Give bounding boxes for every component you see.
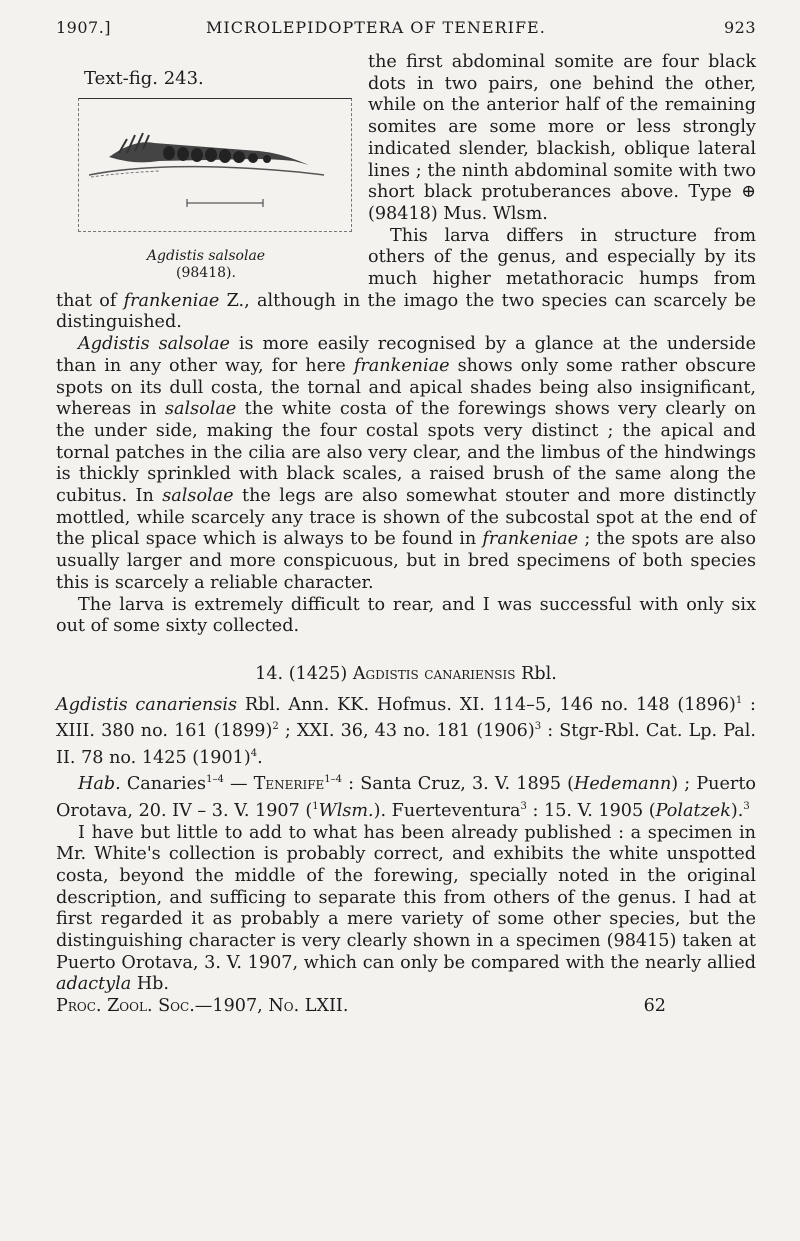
paragraph-larva-comparison: This larva differs in structure from others of the genus, and especially by its much higher metathoracic humps from that of frankeniae Z., although in the imago the two species can scarcely be distinguished. xyxy=(56,225,757,333)
footer-signature: 62 xyxy=(643,996,666,1017)
moth-illustration xyxy=(79,99,351,231)
figure-number: (98418). xyxy=(176,264,236,281)
header-title: MICROLEPIDOPTERA OF TENERIFE. xyxy=(206,18,546,37)
header-page-number: 923 xyxy=(723,18,756,37)
page-footer xyxy=(56,996,756,1018)
paragraph-rearing-note: The larva is extremely difficult to rear, and I was successful with only six out of some sixty collected. xyxy=(56,594,756,637)
text-figure xyxy=(56,52,356,282)
figure-frame xyxy=(78,98,352,232)
paragraph-underside-comparison: Agdistis salsolae is more easily recognised by a glance at the underside than in any other way, for here frankeniae shows only some rather obscure spots on its dull costa, the tornal and apical shades being also insignificant, whereas in salsolae the white costa of the forewings shows very clearly on the under side, making the four costal spots very distinct ; the apical and tornal patches in the cilia are also very clear, and the limbus of the hindwings is thickly sprinkled with black scales, a raised brush of the same along the cubitus. In salsolae the legs are also somewhat stouter and more distinctly mottled, while scarcely any trace is shown of the subcostal spot at the end of the plical space which is always to be found in frankeniae ; the spots are also usually larger and more conspicuous, but in bred specimens of both species this is scarcely a reliable character. xyxy=(56,334,756,593)
footer-journal: Proc. Zool. Soc.—1907, No. LXII. xyxy=(56,996,349,1017)
figure-title: Text-fig. 243. xyxy=(84,68,204,89)
paragraph-larva-description: the first abdominal somite are four black dots in two pairs, one behind the other, while on the anterior half of the remaining somites are some more or less strongly indicated slender, blackish, oblique lateral lines ; the ninth abdominal somite with two short black protuberances above. Type ⊕ (98418) Mus. Wlsm. xyxy=(368,52,756,224)
figure-caption: Agdistis salsolae (98418). xyxy=(56,248,356,282)
page-body xyxy=(56,52,756,1018)
paragraph-remarks: I have but little to add to what has been already published : a specimen in Mr. White's collection is probably correct, and exhibits the white unspotted costa, beyond the middle of the forewing, specially noted in the original description, and sufficing to separate this from others of the genus. I had at first regarded it as probably a mere variety of some other species, but the distinguishing character is very clearly shown in a specimen (98415) taken at Puerto Orotava, 3. V. 1907, which can only be compared with the nearly allied adactyla Hb. xyxy=(56,822,756,995)
species-heading: 14. (1425) Agdistis canariensis Rbl. xyxy=(255,663,557,684)
header-year: 1907.] xyxy=(56,18,112,37)
synonymy-references: Agdistis canariensis Rbl. Ann. KK. Hofmus. XI. 114–5, 146 no. 148 $(1896)^1$ : XIII. 380 no. 161 $(1899)^2$ ; XXI. 36, 43 no. 181 $(1906)^3$ : Stgr-Rbl. Cat. Lp. Pal. II. 78 no. 1425 $(1901)^4$. xyxy=(56,694,756,768)
habitat-records: Hab. Canaries$^{1-4}$ — Tenerife$^{1-4}$ : Santa Cruz, 3. V. 1895 (Hedemann) ; Puerto Orotava, 20. IV – 3. V. 1907 ($^1$Wlsm.). Fuerteventura$^3$ : 15. V. 1905 (Polatzek).$^3$ xyxy=(56,774,756,821)
